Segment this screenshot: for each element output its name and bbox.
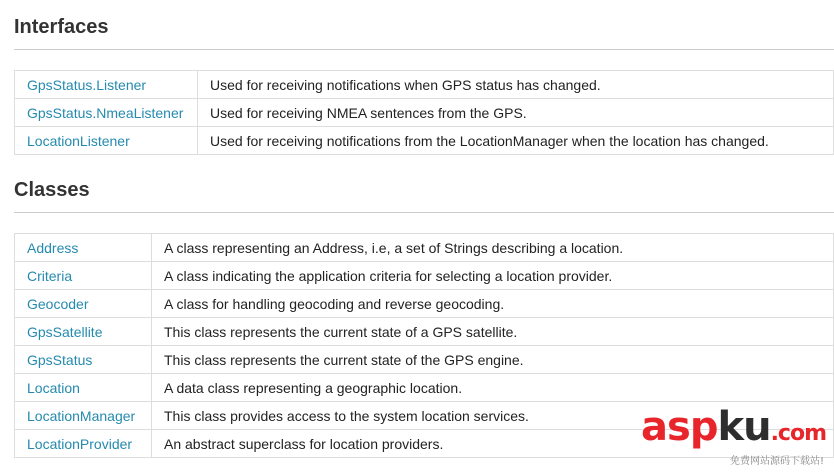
class-description: This class represents the current state of the GPS engine. (152, 346, 834, 374)
watermark-logo-ku: ku (717, 404, 771, 450)
class-link-locationprovider[interactable]: LocationProvider (15, 430, 152, 458)
interface-description: Used for receiving notifications when GPS status has changed. (198, 71, 834, 99)
class-link-geocoder[interactable]: Geocoder (15, 290, 152, 318)
table-row (15, 262, 834, 290)
classes-heading: Classes (14, 179, 90, 201)
interfaces-heading: Interfaces (14, 16, 109, 38)
class-description: A class representing an Address, i.e, a set of Strings describing a location. (152, 234, 834, 262)
interface-description: Used for receiving notifications from the LocationManager when the location has changed. (198, 127, 834, 155)
class-link-locationmanager[interactable]: LocationManager (15, 402, 152, 430)
table-row (15, 71, 834, 99)
interface-link-gpsstatus-nmealistener[interactable]: GpsStatus.NmeaListener (15, 99, 198, 127)
interface-link-locationlistener[interactable]: LocationListener (15, 127, 198, 155)
interfaces-table (14, 70, 834, 155)
class-description: A data class representing a geographic location. (152, 374, 834, 402)
interface-description: Used for receiving NMEA sentences from the GPS. (198, 99, 834, 127)
class-link-gpsstatus[interactable]: GpsStatus (15, 346, 152, 374)
table-row (15, 318, 834, 346)
table-row (15, 346, 834, 374)
table-row (15, 290, 834, 318)
table-row (15, 234, 834, 262)
classes-divider (14, 212, 834, 213)
watermark-logo-asp: asp (641, 404, 718, 450)
class-link-gpssatellite[interactable]: GpsSatellite (15, 318, 152, 346)
watermark-logo (641, 404, 826, 467)
table-row (15, 127, 834, 155)
watermark-logo-text (641, 405, 826, 456)
class-description: A class indicating the application criteria for selecting a location provider. (152, 262, 834, 290)
class-link-criteria[interactable]: Criteria (15, 262, 152, 290)
watermark-logo-com: .com (770, 421, 826, 446)
class-link-address[interactable]: Address (15, 234, 152, 262)
table-row (15, 374, 834, 402)
class-description: This class provides access to the system location services. (152, 402, 834, 430)
interface-link-gpsstatus-listener[interactable]: GpsStatus.Listener (15, 71, 198, 99)
class-description: An abstract superclass for location providers. (152, 430, 834, 458)
table-row (15, 99, 834, 127)
class-link-location[interactable]: Location (15, 374, 152, 402)
interfaces-divider (14, 49, 834, 50)
watermark-subtitle: 免费网站源码下载站! (729, 456, 824, 467)
class-description: A class for handling geocoding and reverse geocoding. (152, 290, 834, 318)
class-description: This class represents the current state of a GPS satellite. (152, 318, 834, 346)
